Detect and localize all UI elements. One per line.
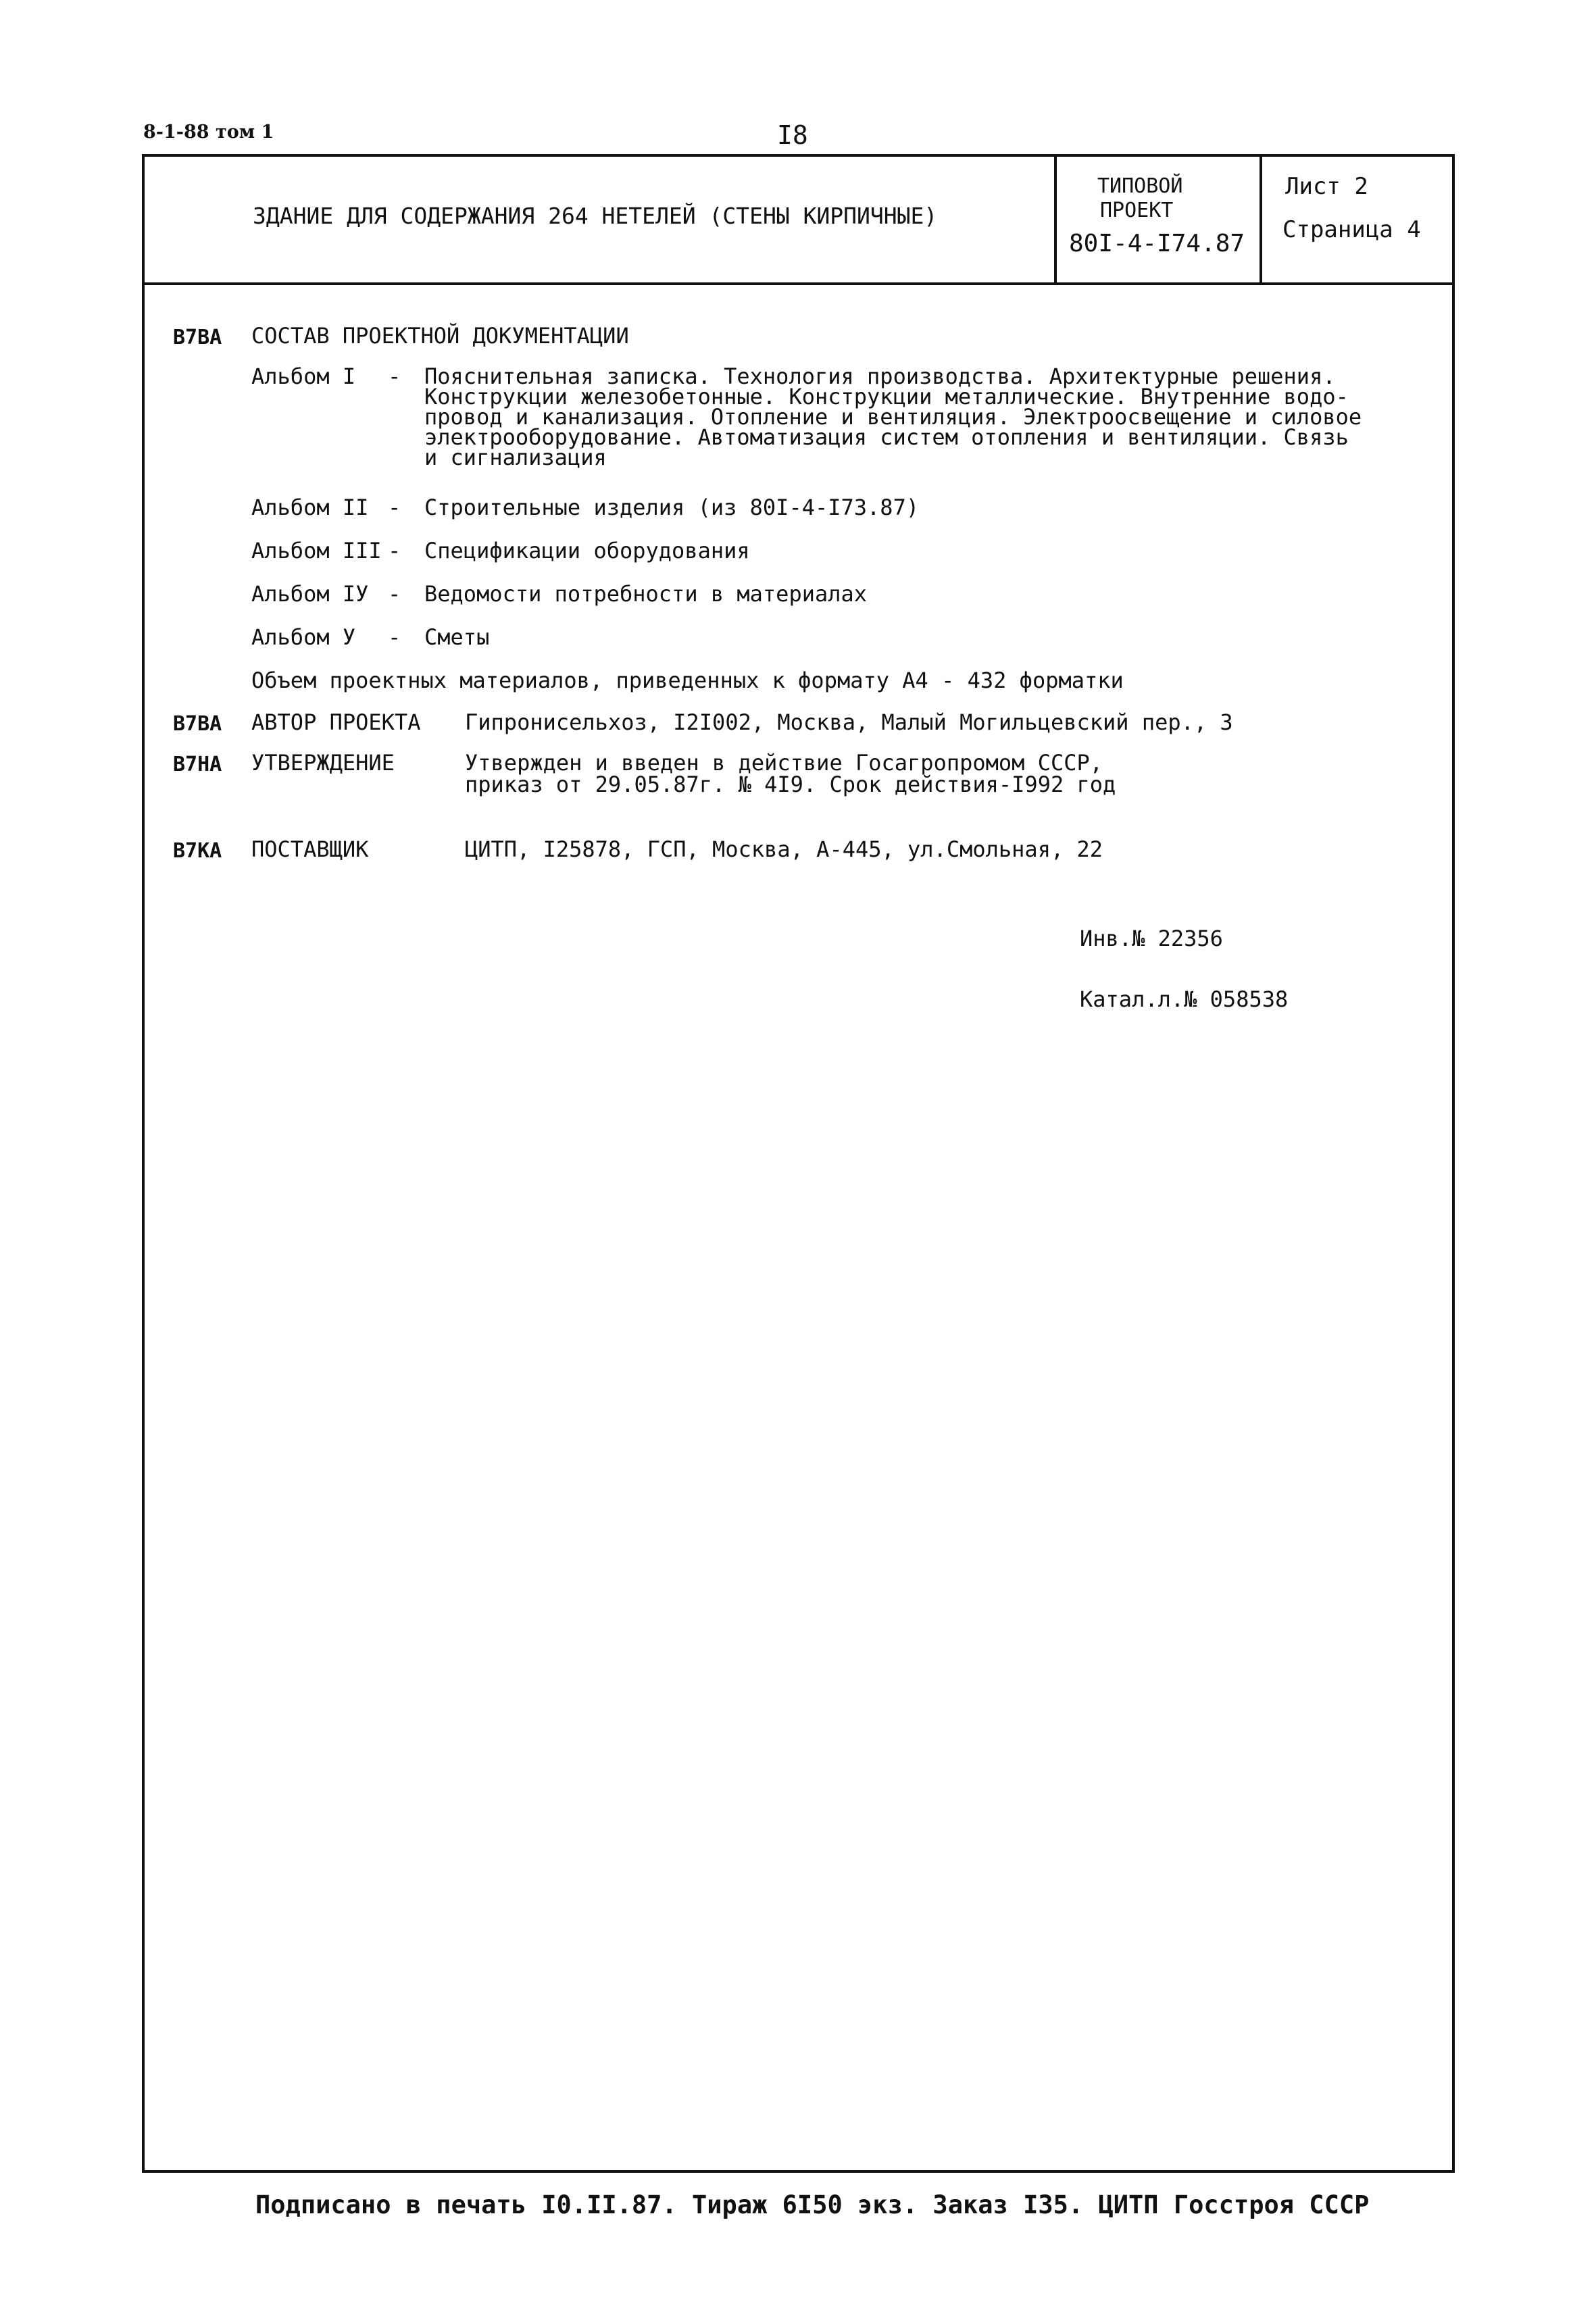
- project-type-cell: [1054, 157, 1260, 282]
- sheet-label: Лист 2: [1285, 173, 1368, 200]
- approval-line2: приказ от 29.05.87г. № 4I9. Срок действия-I992 год: [465, 772, 1116, 797]
- album-1-label: Альбом I: [251, 363, 356, 389]
- author-value: Гипронисельхоз, I2I002, Москва, Малый Могильцевский пер., 3: [465, 709, 1233, 735]
- album-1-line: провод и канализация. Отопление и вентиляция. Электроосвещение и силовое: [424, 404, 1362, 430]
- page-label: Страница 4: [1282, 216, 1421, 243]
- project-type-line2: ПРОЕКТ: [1100, 199, 1174, 222]
- album-5-label: Альбом У: [251, 624, 356, 650]
- approval-label: УТВЕРЖДЕНИЕ: [251, 750, 395, 776]
- album-5-dash: -: [388, 624, 401, 650]
- document-frame: [142, 154, 1455, 2173]
- album-5-line: Сметы: [424, 624, 490, 650]
- document-title: ЗДАНИЕ ДЛЯ СОДЕРЖАНИЯ 264 НЕТЕЛЕЙ (СТЕНЫ КИРПИЧНЫЕ): [253, 203, 938, 229]
- volume-note: Объем проектных материалов, приведенных к формату А4 - 432 форматки: [251, 668, 1124, 693]
- album-4-line: Ведомости потребности в материалах: [424, 581, 868, 607]
- album-2-line: Строительные изделия (из 80I-4-I73.87): [424, 495, 920, 520]
- album-3-dash: -: [388, 538, 401, 563]
- supplier-label: ПОСТАВЩИК: [251, 836, 369, 862]
- album-1-line: Конструкции железобетонные. Конструкции металлические. Внутренние водо-: [424, 384, 1349, 409]
- approval-code: В7НА: [173, 753, 222, 776]
- album-3-label: Альбом III: [251, 538, 382, 563]
- album-1-line: и сигнализация: [424, 445, 607, 470]
- album-1-dash: -: [388, 363, 401, 389]
- page-number: I8: [777, 120, 808, 150]
- album-1-line: электрооборудование. Автоматизация систем отопления и вентиляции. Связь: [424, 424, 1349, 450]
- sheet-cell: [1260, 157, 1455, 282]
- composition-heading: СОСТАВ ПРОЕКТНОЙ ДОКУМЕНТАЦИИ: [251, 323, 629, 349]
- album-2-label: Альбом II: [251, 495, 369, 520]
- catalog-number: Катал.л.№ 058538: [1080, 986, 1289, 1012]
- project-number: 80I-4-I74.87: [1069, 230, 1245, 257]
- album-4-dash: -: [388, 581, 401, 607]
- title-block: [145, 157, 1452, 285]
- album-3-line: Спецификации оборудования: [424, 538, 750, 563]
- album-4-label: Альбом IУ: [251, 581, 369, 607]
- supplier-value: ЦИТП, I25878, ГСП, Москва, А-445, ул.Смольная, 22: [465, 836, 1103, 862]
- supplier-code: В7КА: [173, 839, 222, 863]
- project-type-line1: ТИПОВОЙ: [1097, 174, 1183, 198]
- approval-line1: Утвержден и введен в действие Госагропромом СССР,: [465, 750, 1103, 776]
- author-code: В7ВА: [173, 712, 222, 736]
- album-1-line: Пояснительная записка. Технология производства. Архитектурные решения.: [424, 363, 1336, 389]
- inventory-number: Инв.№ 22356: [1080, 926, 1223, 951]
- composition-code: В7ВА: [173, 326, 222, 349]
- album-2-dash: -: [388, 495, 401, 520]
- print-imprint: Подписано в печать I0.II.87. Тираж 6I50 экз. Заказ I35. ЦИТП Госстроя СССР: [255, 2190, 1370, 2219]
- author-label: АВТОР ПРОЕКТА: [251, 709, 421, 735]
- volume-reference: 8-1-88 том 1: [143, 122, 274, 143]
